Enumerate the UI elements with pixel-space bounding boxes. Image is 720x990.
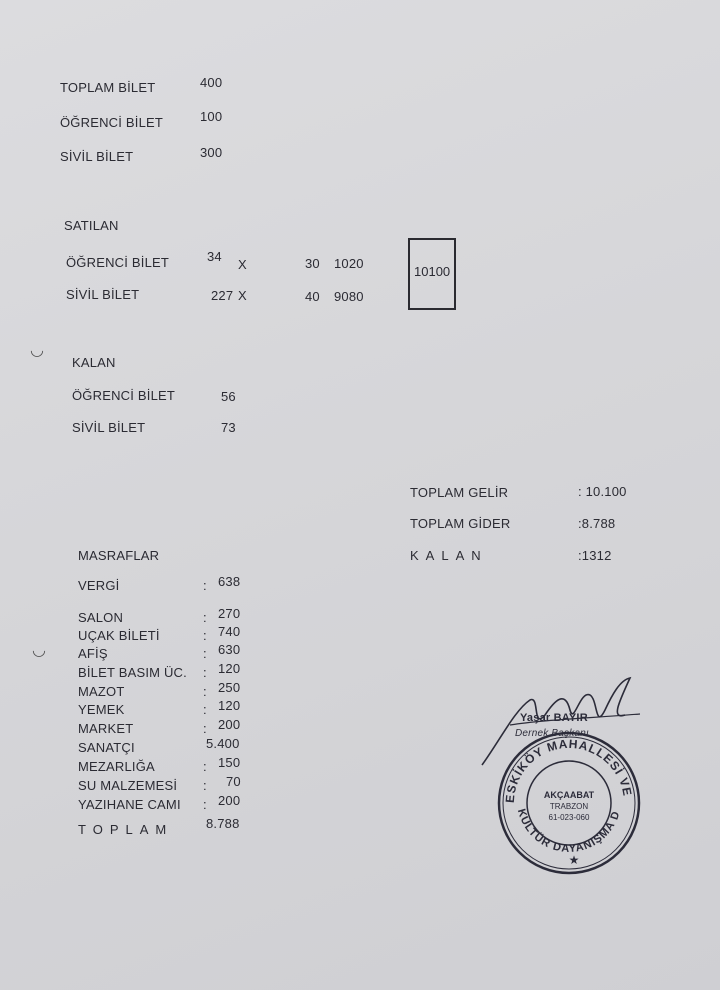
stamp-center-province: TRABZON bbox=[549, 802, 589, 811]
balance-label: KALAN bbox=[410, 548, 488, 563]
civil-ticket-value: 300 bbox=[200, 145, 223, 160]
expense-item-value: 740 bbox=[218, 624, 241, 639]
sold-total-box bbox=[408, 238, 456, 310]
expense-item-label: YEMEK bbox=[78, 702, 125, 717]
expense-item-label: AFİŞ bbox=[78, 646, 108, 661]
sold-civil-x: X bbox=[238, 288, 247, 303]
expense-item-value: 200 bbox=[218, 717, 241, 732]
expense-item-value: 270 bbox=[218, 606, 241, 621]
expense-total-value: 8.788 bbox=[206, 816, 240, 831]
stamp-ring-top: ESKİKÖY MAHALLESİ VE bbox=[502, 736, 635, 804]
expense-value: :8.788 bbox=[578, 516, 616, 531]
association-stamp bbox=[496, 730, 642, 876]
sold-student-total: 1020 bbox=[334, 256, 364, 271]
expense-item-colon: : bbox=[203, 778, 207, 793]
student-ticket-value: 100 bbox=[200, 109, 223, 124]
remaining-heading: KALAN bbox=[72, 355, 116, 370]
stamp-star-icon: ★ bbox=[568, 853, 580, 867]
expense-item-value: 250 bbox=[218, 680, 241, 695]
sold-civil-total: 9080 bbox=[334, 289, 364, 304]
sold-civil-qty: 227 bbox=[211, 288, 234, 303]
expense-item-label: UÇAK BİLETİ bbox=[78, 628, 160, 643]
stamp-ring-bottom: KÜLTÜR DAYANIŞMA D bbox=[514, 807, 623, 855]
expense-item-label: SU MALZEMESİ bbox=[78, 778, 178, 793]
expense-item-label: MARKET bbox=[78, 721, 134, 736]
margin-tick-mark: ◡ bbox=[32, 642, 46, 659]
expense-item-label: SALON bbox=[78, 610, 124, 625]
civil-ticket-label: SİVİL BİLET bbox=[60, 149, 134, 164]
sold-student-label: ÖĞRENCİ BİLET bbox=[66, 255, 170, 270]
expense-item-label: BİLET BASIM ÜC. bbox=[78, 665, 187, 680]
expense-item-colon: : bbox=[203, 665, 207, 680]
sold-heading: SATILAN bbox=[64, 218, 119, 233]
expense-item-label: MEZARLIĞA bbox=[78, 759, 155, 774]
signer-name: Yaşar BAYIR bbox=[520, 712, 588, 724]
expense-item-colon: : bbox=[203, 759, 207, 774]
student-ticket-label: ÖĞRENCİ BİLET bbox=[60, 115, 164, 130]
expense-item-label: SANATÇI bbox=[78, 740, 135, 755]
expense-item-value: 120 bbox=[218, 698, 241, 713]
expense-item-value: 5.400 bbox=[206, 736, 240, 751]
remaining-civil-value: 73 bbox=[221, 420, 236, 435]
stamp-center-code: 61-023-060 bbox=[548, 813, 590, 822]
income-label: TOPLAM GELİR bbox=[410, 485, 509, 500]
expense-item-value: 70 bbox=[226, 774, 241, 789]
margin-tick-mark: ◡ bbox=[30, 342, 44, 359]
remaining-student-label: ÖĞRENCİ BİLET bbox=[72, 388, 176, 403]
expense-item-colon: : bbox=[203, 646, 207, 661]
remaining-student-value: 56 bbox=[221, 389, 236, 404]
sold-student-x: X bbox=[238, 257, 247, 272]
expense-item-colon: : bbox=[203, 610, 207, 625]
stamp-center-city: AKÇAABAT bbox=[543, 790, 595, 800]
expenses-heading: MASRAFLAR bbox=[78, 548, 160, 563]
balance-value: :1312 bbox=[578, 548, 612, 563]
sold-student-qty: 34 bbox=[207, 249, 222, 264]
total-ticket-value: 400 bbox=[200, 75, 223, 90]
expense-item-value: 630 bbox=[218, 642, 241, 657]
expense-item-value: 120 bbox=[218, 661, 241, 676]
remaining-civil-label: SİVİL BİLET bbox=[72, 420, 146, 435]
expense-total-label: TOPLAM bbox=[78, 822, 174, 837]
expense-item-colon: : bbox=[203, 628, 207, 643]
expense-item-colon: : bbox=[203, 702, 207, 717]
expense-item-colon: : bbox=[203, 721, 207, 736]
sold-total-value: 10100 bbox=[414, 264, 451, 279]
expense-item-colon: : bbox=[203, 684, 207, 699]
signer-title: Dernek Başkanı bbox=[515, 728, 589, 739]
income-value: : 10.100 bbox=[578, 484, 627, 499]
expense-item-value: 200 bbox=[218, 793, 241, 808]
sold-civil-label: SİVİL BİLET bbox=[66, 287, 140, 302]
sold-civil-price: 40 bbox=[305, 289, 320, 304]
expense-item-value: 150 bbox=[218, 755, 241, 770]
expense-item-colon: : bbox=[203, 578, 207, 593]
sold-student-price: 30 bbox=[305, 256, 320, 271]
expense-item-label: VERGİ bbox=[78, 578, 120, 593]
expense-item-colon: : bbox=[203, 797, 207, 812]
total-ticket-label: TOPLAM BİLET bbox=[60, 80, 156, 95]
expense-item-label: MAZOT bbox=[78, 684, 125, 699]
expense-label: TOPLAM GİDER bbox=[410, 516, 511, 531]
expense-item-value: 638 bbox=[218, 574, 241, 589]
expense-item-label: YAZIHANE CAMI bbox=[78, 797, 181, 812]
